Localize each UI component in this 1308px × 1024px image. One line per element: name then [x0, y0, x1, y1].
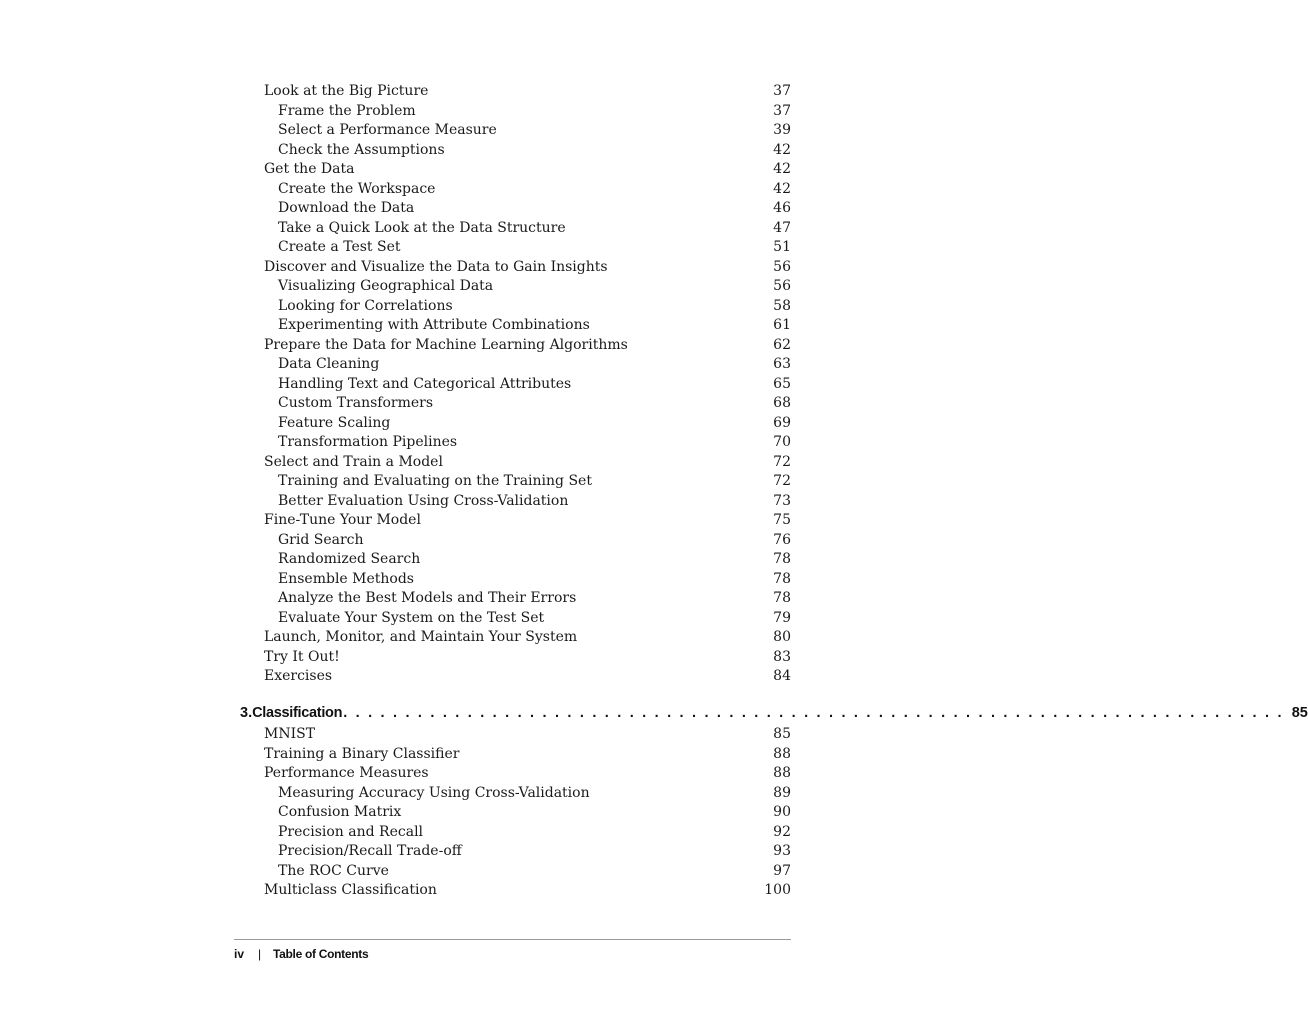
- toc-entry-title: Check the Assumptions: [278, 141, 445, 158]
- toc-entry-page: 42: [773, 141, 791, 158]
- toc-entry-page: 62: [773, 336, 791, 353]
- toc-entry-title: Get the Data: [264, 161, 355, 177]
- toc-entry-title: Feature Scaling: [278, 414, 391, 431]
- toc-entry-page: 37: [773, 83, 791, 99]
- toc-subentry: [264, 316, 791, 336]
- toc-entry-page: 78: [773, 570, 791, 587]
- toc-entry-page: 97: [773, 862, 791, 879]
- toc-entry: [264, 725, 791, 745]
- toc-subentry: [264, 433, 791, 453]
- toc-entry-title: Data Cleaning: [278, 356, 380, 372]
- toc-entry-title: Frame the Problem: [278, 102, 416, 119]
- chapter-title: Classification: [252, 705, 343, 721]
- chapter-number: 3.: [240, 705, 253, 721]
- toc-entry-title: Training and Evaluating on the Training Set: [278, 473, 592, 489]
- toc-subentry: [264, 414, 791, 434]
- toc-entry-page: 78: [773, 551, 791, 567]
- toc-entry-page: 89: [773, 784, 791, 801]
- toc-entry: [264, 511, 791, 531]
- toc-subentry: [264, 375, 791, 395]
- toc-entry-title: Exercises: [264, 668, 333, 684]
- toc-subentry: [264, 355, 791, 375]
- toc-subentry: [264, 784, 791, 804]
- toc-entry-title: Analyze the Best Models and Their Errors: [278, 590, 577, 606]
- toc-entry-title: Download the Data: [278, 200, 415, 216]
- toc-entry-page: 72: [773, 473, 791, 489]
- toc-entry-title: Launch, Monitor, and Maintain Your System: [264, 629, 578, 645]
- toc-entry-page: 83: [773, 648, 791, 665]
- toc-entry-page: 88: [773, 765, 791, 781]
- toc-entry: [264, 764, 791, 784]
- toc-entry-page: 79: [773, 609, 791, 626]
- toc-entry: [264, 648, 791, 668]
- toc-entry-page: 37: [773, 102, 791, 119]
- toc-entry: [264, 160, 791, 180]
- toc-entry-title: Look at the Big Picture: [264, 83, 429, 99]
- toc-entry-title: Custom Transformers: [278, 395, 434, 411]
- toc-entry: [264, 453, 791, 473]
- toc-subentry: [264, 472, 791, 492]
- toc-subentry: [264, 297, 791, 317]
- toc-entry-title: Handling Text and Categorical Attributes: [278, 375, 572, 392]
- toc-subentry: [264, 862, 791, 882]
- toc-entry-page: 72: [773, 453, 791, 470]
- toc-entry: [264, 336, 791, 356]
- chapter-page-number: 85: [1291, 705, 1308, 721]
- chapter-heading: [240, 705, 1308, 725]
- toc-entry-title: Performance Measures: [264, 765, 429, 781]
- toc-entry-page: 58: [773, 297, 791, 314]
- toc-entry-title: Experimenting with Attribute Combinations: [278, 317, 590, 333]
- toc-entry-title: Transformation Pipelines: [278, 434, 458, 450]
- toc-subentry: [264, 550, 791, 570]
- toc-entry-title: Precision/Recall Trade-off: [278, 843, 462, 859]
- toc-subentry: [264, 102, 791, 122]
- toc-subentry: [264, 609, 791, 629]
- toc-entry-title: Training a Binary Classifier: [264, 745, 460, 762]
- toc-entry-page: 88: [773, 745, 791, 762]
- toc-entry-page: 56: [773, 278, 791, 294]
- toc-entry-page: 42: [773, 161, 791, 177]
- toc-entry-title: Select a Performance Measure: [278, 122, 497, 138]
- toc-entry: [264, 745, 791, 765]
- toc-entry-title: Discover and Visualize the Data to Gain Insights: [264, 258, 608, 275]
- toc-entry: [264, 82, 791, 102]
- toc-subentry: [264, 394, 791, 414]
- toc-entry-page: 69: [773, 414, 791, 431]
- toc-subentry: [264, 277, 791, 297]
- toc-entry-page: 68: [773, 395, 791, 411]
- toc-entry-page: 84: [773, 668, 791, 684]
- toc-entry-page: 76: [773, 531, 791, 548]
- toc-entry-page: 75: [773, 512, 791, 528]
- toc-entry-title: Ensemble Methods: [278, 570, 414, 587]
- toc-entry-page: 51: [773, 239, 791, 255]
- toc-entry-page: 65: [773, 375, 791, 392]
- toc-entry-title: Looking for Correlations: [278, 297, 453, 314]
- toc-entry: [264, 881, 791, 901]
- toc-entry-title: Take a Quick Look at the Data Structure: [278, 219, 566, 236]
- toc-entry-title: The ROC Curve: [278, 862, 389, 879]
- toc-entry-title: Evaluate Your System on the Test Set: [278, 609, 545, 626]
- toc-entry-page: 93: [773, 843, 791, 859]
- toc-entry-page: 39: [773, 122, 791, 138]
- toc-entry-title: Randomized Search: [278, 551, 421, 567]
- toc-entry-title: Precision and Recall: [278, 823, 424, 840]
- footer-separator: |: [258, 947, 262, 961]
- toc-entry-page: 80: [773, 629, 791, 645]
- toc-entry-title: Measuring Accuracy Using Cross-Validation: [278, 784, 590, 801]
- toc-subentry: [264, 570, 791, 590]
- toc-entry-page: 61: [773, 317, 791, 333]
- footer-rule: [234, 939, 791, 940]
- toc-subentry: [264, 589, 791, 609]
- toc-entry-title: Create a Test Set: [278, 239, 401, 255]
- toc-entry-page: 90: [773, 804, 791, 820]
- toc-entry-page: 73: [773, 492, 791, 509]
- toc-entry-page: 70: [773, 434, 791, 450]
- page-folio: iv: [234, 947, 245, 961]
- toc-entry-title: Confusion Matrix: [278, 804, 402, 820]
- toc-entry-title: Fine-Tune Your Model: [264, 512, 421, 528]
- toc-entry-page: 92: [773, 823, 791, 840]
- toc-list-chapter2: [264, 82, 791, 687]
- toc-subentry: [264, 180, 791, 200]
- toc-entry: [264, 258, 791, 278]
- toc-list-chapter3: [264, 725, 791, 901]
- toc-entry: [264, 667, 791, 687]
- toc-entry-page: 47: [773, 219, 791, 236]
- toc-subentry: [264, 492, 791, 512]
- toc-entry-title: MNIST: [264, 726, 316, 742]
- running-head: Table of Contents: [273, 947, 369, 961]
- toc-entry-title: Multiclass Classification: [264, 882, 437, 898]
- toc-subentry: [264, 823, 791, 843]
- toc-subentry: [264, 842, 791, 862]
- toc-entry-title: Select and Train a Model: [264, 453, 443, 470]
- toc-entry-page: 63: [773, 356, 791, 372]
- toc-subentry: [264, 238, 791, 258]
- page-footer: [234, 944, 368, 964]
- toc-entry-page: 46: [773, 200, 791, 216]
- toc-entry-page: 78: [773, 590, 791, 606]
- toc-subentry: [264, 803, 791, 823]
- toc-entry-page: 85: [773, 726, 791, 742]
- toc-entry-title: Visualizing Geographical Data: [278, 278, 494, 294]
- toc-entry-page: 100: [764, 882, 791, 898]
- toc-subentry: [264, 199, 791, 219]
- toc-subentry: [264, 141, 791, 161]
- toc-entry-title: Prepare the Data for Machine Learning Algorithms: [264, 336, 628, 353]
- toc-entry-title: Grid Search: [278, 531, 364, 548]
- toc-entry-title: Try It Out!: [264, 648, 340, 665]
- toc-entry-title: Create the Workspace: [278, 180, 436, 197]
- toc-subentry: [264, 121, 791, 141]
- toc-entry-page: 56: [773, 258, 791, 275]
- toc-entry: [264, 628, 791, 648]
- toc-entry-title: Better Evaluation Using Cross-Validation: [278, 492, 569, 509]
- dot-leader: . . . . . . . . . . . . . . . . . . . . . . . . . . . . . . . . . . . . . . . . . . . . . . . . . . . . . . . . . . . . . . . . . . . . . . . . . . . .: [343, 705, 1284, 721]
- toc-entry-page: 42: [773, 180, 791, 197]
- toc-subentry: [264, 219, 791, 239]
- toc-subentry: [264, 531, 791, 551]
